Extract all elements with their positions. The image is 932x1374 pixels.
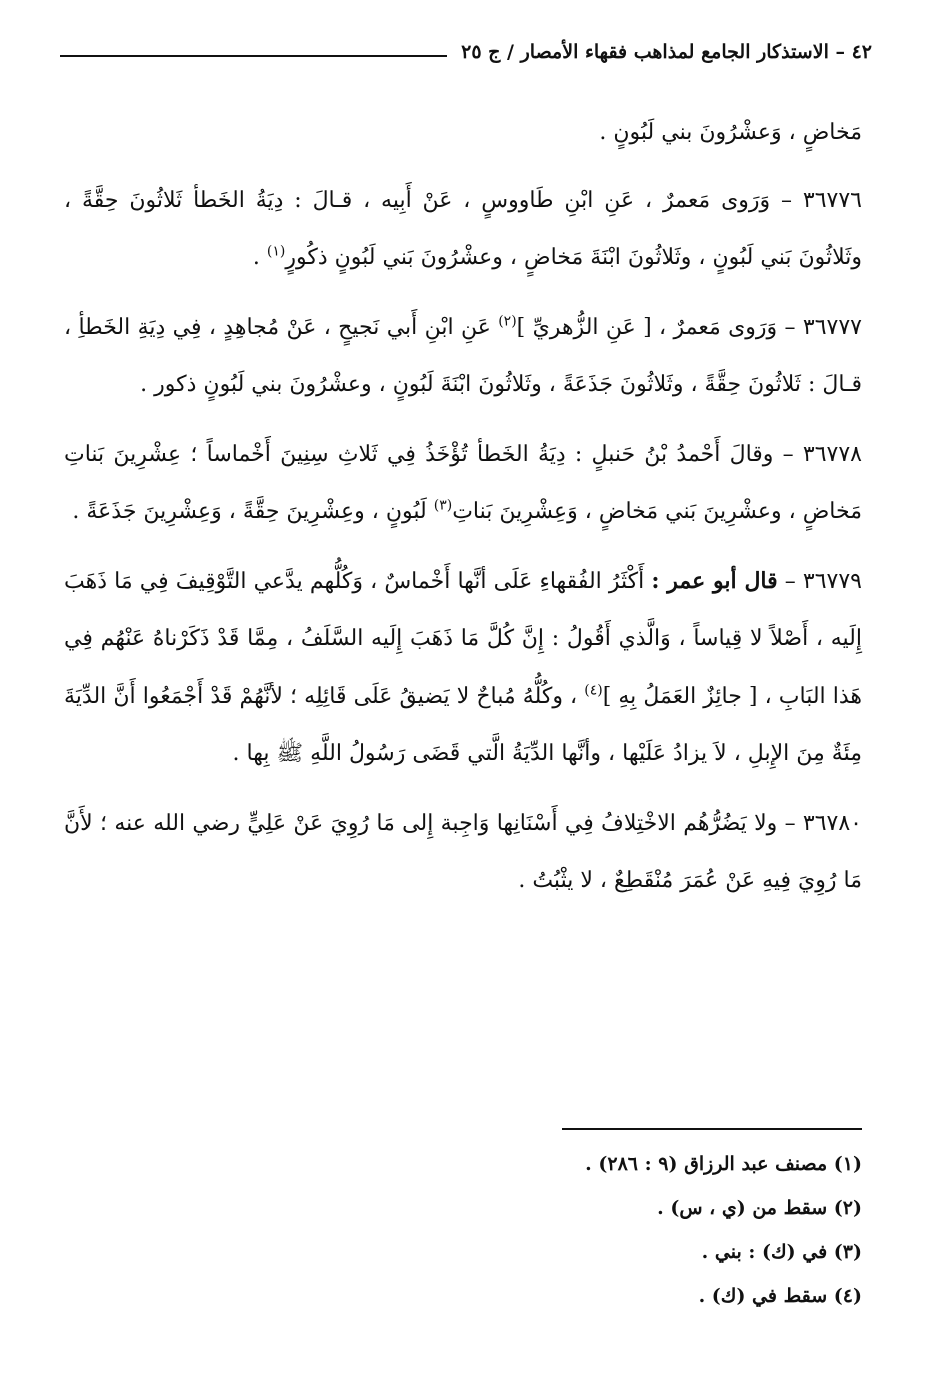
main-text bbox=[64, 104, 862, 922]
paragraph-text: أَكْثَرُ الفُقهاءِ عَلَى أنَّها أَخْماسٌ ، وَكُلُّهم يدَّعي التَّوْقِيفَ فِي مَا ذَهَبَ إِلَيه ، أَصْلاً لا قِياساً ، وَالَّذي أَقُولُ : إِنَّ كُلَّ مَا ذَهَبَ إِلَيه السَّلَفُ ، مِمَّا قَدْ ذَكَرْناهُ عَنْهُم فِي هَذا البَابِ ، [ جائِزٌ العَمَلُ بِهِ ] bbox=[64, 568, 863, 709]
paragraph-number: ٣٦٧٧٨ – bbox=[782, 441, 862, 467]
footnote-ref-1: (١) bbox=[266, 243, 286, 260]
paragraph-tail: . bbox=[252, 245, 267, 270]
paragraph-text-continued: لَبُونٍ ، وعِشْرِينَ حِقَّةً ، وَعِشْرِينَ جَذَعَةً . bbox=[72, 499, 434, 524]
paragraph-text: مَخاضٍ ، وَعشْرُونَ بني لَبُونٍ . bbox=[599, 120, 862, 145]
paragraph-number: ٣٦٧٧٩ – bbox=[784, 568, 862, 594]
paragraph-36780 bbox=[64, 795, 862, 910]
footnote-4: (٤) سقط في (ك) . bbox=[698, 1285, 862, 1307]
footnote-ref-4: (٤) bbox=[584, 682, 603, 699]
paragraph-number: ٣٦٧٧٧ – bbox=[784, 314, 862, 340]
speaker-label: قال أبو عمر : bbox=[651, 567, 778, 594]
paragraph-text: وقالَ أَحْمدُ بْنُ حَنبلٍ : دِيَةُ الخَطأ تُؤْخَذُ فِي ثَلاثِ سِنِينَ أَخْماساً ؛ عِشْرِينَ بَناتِ مَخاضٍ ، وعشْرِينَ بَني مَخاضٍ ، وَعِشْرِينَ بَناتِ bbox=[64, 441, 862, 524]
paragraph-number: ٣٦٧٨٠ – bbox=[784, 810, 862, 836]
paragraph-text: وَرَوى مَعمرٌ ، عَنِ ابْنِ طَاووسٍ ، عَنْ أَبِيه ، قـالَ : دِيَةُ الخَطأ ثَلاثُونَ حِقَّةً ، وثَلاثُونَ بَني لَبُونٍ ، وثَلاثُونَ ابْنَةَ مَخاضٍ ، وعشْرُونَ بَني لَبُونٍ ذكُورٍ bbox=[64, 187, 862, 270]
running-header bbox=[60, 34, 872, 70]
paragraph-36776 bbox=[64, 172, 862, 287]
footnote-2: (٢) سقط من (ي ، س) . bbox=[657, 1197, 862, 1219]
paragraph-text-continued: عَنِ ابْنِ أَبي نَجيحٍ ، عَنْ مُجاهِدٍ ، فِي دِيَةِ الخَطأِ ، قـالَ : ثَلاثُونَ حِقَّةً ، وثَلاثُونَ جَذَعَةً ، وثَلاثُونَ ابْنَةَ لَبُونٍ ، وعشْرُونَ بني لَبُونٍ ذكور . bbox=[64, 314, 862, 397]
paragraph-text-continued: ، وكُلُّهُ مُباحٌ لا يَضيقُ عَلَى قَائِلِه ؛ لأنَّهُمْ قَدْ أَجْمَعُوا أَنَّ الدِّيَةَ مِئَةٌ مِنَ الإِبلِ ، لاَ يزادُ عَلَيْها ، وأنَّها الدِّيَةُ الَّتي قَضَى رَسُولُ اللَّهِ ﷺ بِها . bbox=[64, 683, 862, 766]
footnote-3: (٣) في (ك) : بني . bbox=[701, 1241, 862, 1263]
paragraph-36778 bbox=[64, 426, 862, 541]
footnote-1: (١) مصنف عبد الرزاق (٩ : ٢٨٦) . bbox=[585, 1153, 862, 1175]
footnote-ref-3: (٣) bbox=[433, 497, 453, 514]
paragraph-number: ٣٦٧٧٦ – bbox=[781, 187, 862, 213]
paragraph-text: وَرَوى مَعمرٌ ، [ عَنِ الزُّهريِّ ] bbox=[516, 314, 778, 340]
footnote-separator bbox=[562, 1128, 862, 1130]
footnote-ref-2: (٢) bbox=[498, 313, 517, 330]
header-title: ٤٢ – الاستذكار الجامع لمذاهب فقهاء الأمصار / ج ٢٥ bbox=[461, 41, 872, 63]
footnotes bbox=[64, 1142, 862, 1318]
header-rule bbox=[60, 55, 447, 57]
paragraph-continuation bbox=[64, 104, 862, 162]
paragraph-36779 bbox=[64, 553, 862, 783]
paragraph-36777 bbox=[64, 299, 862, 414]
paragraph-text: ولا يَضُرُّهُم الاخْتِلافُ فِي أَسْنَانِها وَاجِبة إِلى مَا رُوِيَ عَنْ عَلِيٍّ رضي الله عنه ؛ لأَنَّ مَا رُوِيَ فِيهِ عَنْ عُمَرَ مُنْقَطِعٌ ، لا يثْبُتُ . bbox=[64, 810, 862, 893]
